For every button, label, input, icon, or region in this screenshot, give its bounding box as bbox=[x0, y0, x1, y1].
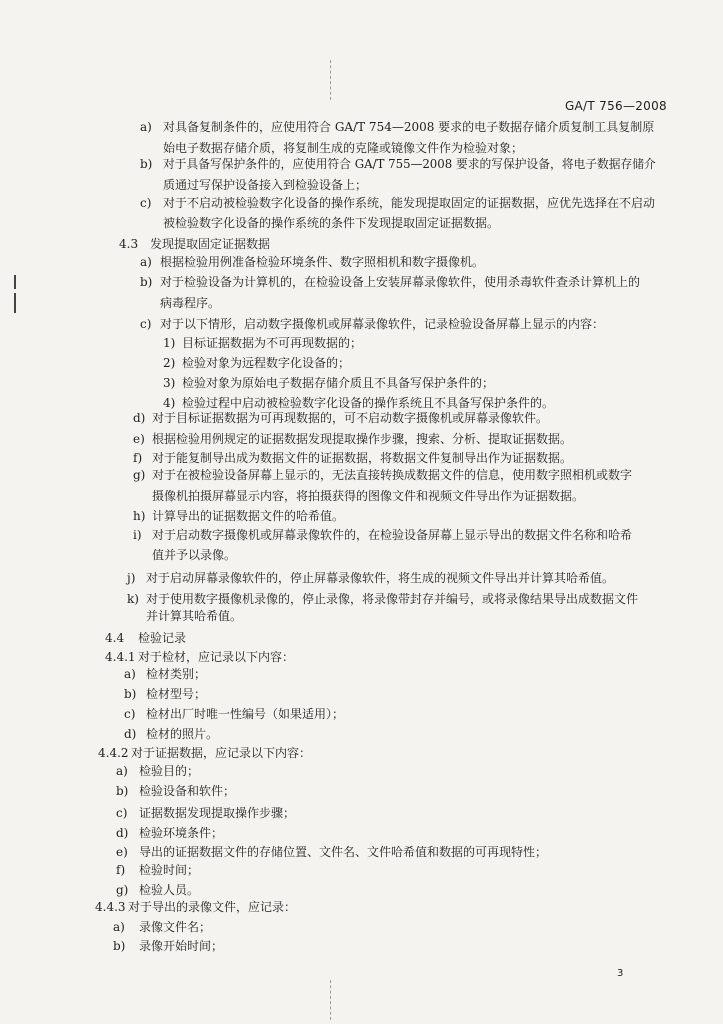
line-text: 检材出厂时唯一性编号（如果适用）； bbox=[146, 707, 345, 721]
line-text: 检验目的； bbox=[139, 764, 200, 778]
body-line bbox=[140, 120, 654, 135]
item-label: e) bbox=[133, 432, 145, 446]
item-label: 2) bbox=[163, 356, 176, 370]
line-text: 值并予以录像。 bbox=[152, 548, 237, 562]
item-label: k) bbox=[127, 592, 139, 606]
body-line bbox=[133, 432, 572, 447]
item-label: i) bbox=[133, 528, 142, 542]
line-text: 证据数据发现提取操作步骤； bbox=[139, 806, 296, 820]
item-label: b) bbox=[124, 687, 137, 701]
section-number: 4.3 bbox=[119, 237, 139, 251]
page-number: 3 bbox=[617, 968, 624, 979]
section-heading bbox=[105, 631, 186, 646]
body-line bbox=[124, 727, 218, 742]
line-text: 检验环境条件； bbox=[139, 826, 224, 840]
body-line bbox=[163, 396, 554, 411]
body-line bbox=[140, 157, 656, 172]
section-title: 发现提取固定证据数据 bbox=[150, 237, 271, 251]
body-line bbox=[163, 376, 494, 391]
body-line bbox=[140, 196, 655, 211]
section-heading bbox=[119, 237, 270, 252]
body-line bbox=[116, 863, 199, 878]
line-text: 录像开始时间； bbox=[139, 939, 224, 953]
fold-mark bbox=[330, 980, 331, 1020]
item-label: e) bbox=[116, 845, 128, 859]
line-text: 检材的照片。 bbox=[146, 727, 219, 741]
line-text: 对于检验设备为计算机的，在检验设备上安装屏幕录像软件，使用杀毒软件查杀计算机上的 bbox=[160, 275, 641, 289]
line-text: 始电子数据存储介质，将复制生成的克隆或镜像文件作为检验对象； bbox=[163, 141, 524, 155]
body-line bbox=[152, 548, 236, 563]
subsection-line bbox=[105, 650, 294, 665]
line-text: 对于启动屏幕录像软件的，停止屏幕录像软件，将生成的视频文件导出并计算其哈希值。 bbox=[146, 571, 615, 585]
item-label: a) bbox=[124, 667, 136, 681]
line-text: 检验对象为远程数字化设备的； bbox=[182, 356, 351, 370]
fold-mark bbox=[330, 60, 331, 100]
scan-edge-mark bbox=[14, 293, 16, 313]
line-text: 检验过程中启动被检验数字化设备的操作系统且不具备写保护条件的。 bbox=[182, 396, 555, 410]
line-text: 检验对象为原始电子数据存储介质且不具备写保护条件的； bbox=[182, 376, 495, 390]
line-text: 摄像机拍摄屏幕显示内容，将拍摄获得的图像文件和视频文件导出作为证据数据。 bbox=[152, 489, 585, 503]
body-line bbox=[146, 609, 242, 624]
body-line bbox=[113, 939, 223, 954]
item-label: d) bbox=[124, 727, 137, 741]
line-text: 对于具备写保护条件的，应使用符合 GA/T 755—2008 要求的写保护设备，将电子数据存储介 bbox=[163, 157, 656, 171]
item-label: j) bbox=[127, 571, 136, 585]
item-label: f) bbox=[116, 863, 126, 877]
line-text: 检验人员。 bbox=[139, 883, 200, 897]
item-label: g) bbox=[133, 468, 146, 482]
subsection-number: 4.4.3 bbox=[95, 900, 126, 914]
item-label: d) bbox=[133, 411, 146, 425]
item-label: c) bbox=[124, 707, 136, 721]
item-label: a) bbox=[113, 920, 125, 934]
item-label: d) bbox=[116, 826, 129, 840]
line-text: 目标证据数据为不可再现数据的； bbox=[182, 336, 363, 350]
item-label: b) bbox=[113, 939, 126, 953]
body-line bbox=[116, 806, 295, 821]
line-text: 检材型号； bbox=[146, 687, 207, 701]
body-line bbox=[133, 451, 572, 466]
body-line bbox=[116, 883, 199, 898]
body-line bbox=[163, 216, 499, 231]
body-line bbox=[124, 667, 206, 682]
body-line bbox=[133, 509, 344, 524]
item-label: a) bbox=[140, 255, 152, 269]
line-text: 对于使用数字摄像机录像的，停止录像，将录像带封存并编号，或将录像结果导出成数据文件 bbox=[146, 592, 639, 606]
line-text: 根据检验用例准备检验环境条件、数字照相机和数字摄像机。 bbox=[160, 255, 485, 269]
line-text: 对于能复制导出成为数据文件的证据数据，将数据文件复制导出作为证据数据。 bbox=[152, 451, 573, 465]
item-label: 1) bbox=[163, 336, 176, 350]
item-label: 3) bbox=[163, 376, 176, 390]
body-line bbox=[163, 356, 350, 371]
item-label: a) bbox=[140, 120, 152, 134]
item-label: f) bbox=[133, 451, 143, 465]
body-line bbox=[163, 141, 523, 156]
section-number: 4.4 bbox=[105, 631, 125, 645]
item-label: g) bbox=[116, 883, 129, 897]
line-text: 检验时间； bbox=[139, 863, 200, 877]
item-label: b) bbox=[140, 275, 153, 289]
line-text: 对于检材，应记录以下内容： bbox=[138, 650, 295, 664]
scan-edge-mark bbox=[14, 275, 16, 289]
item-label: 4) bbox=[163, 396, 176, 410]
line-text: 并计算其哈希值。 bbox=[146, 609, 243, 623]
body-line bbox=[116, 845, 547, 860]
item-label: a) bbox=[116, 764, 128, 778]
line-text: 计算导出的证据数据文件的哈希值。 bbox=[152, 509, 345, 523]
line-text: 对于以下情形，启动数字摄像机或屏幕录像软件，记录检验设备屏幕上显示的内容： bbox=[160, 317, 605, 331]
line-text: 检材类别； bbox=[146, 667, 207, 681]
body-line bbox=[133, 411, 548, 426]
body-line bbox=[116, 764, 199, 779]
line-text: 根据检验用例规定的证据数据发现提取操作步骤，搜索、分析、提取证据数据。 bbox=[152, 432, 573, 446]
line-text: 对具备复制条件的，应使用符合 GA/T 754—2008 要求的电子数据存储介质复制工具复制原 bbox=[163, 120, 655, 134]
body-line bbox=[160, 296, 220, 311]
subsection-line bbox=[95, 900, 296, 915]
item-label: h) bbox=[133, 509, 146, 523]
body-line bbox=[140, 275, 640, 290]
subsection-line bbox=[98, 746, 311, 761]
body-line bbox=[133, 468, 632, 483]
subsection-number: 4.4.1 bbox=[105, 650, 136, 664]
line-text: 质通过写保护设备接入到检验设备上； bbox=[163, 178, 368, 192]
line-text: 导出的证据数据文件的存储位置、文件名、文件哈希值和数据的可再现特性； bbox=[139, 845, 548, 859]
item-label: c) bbox=[140, 317, 152, 331]
section-title: 检验记录 bbox=[138, 631, 187, 645]
subsection-number: 4.4.2 bbox=[98, 746, 129, 760]
body-line bbox=[163, 336, 362, 351]
body-line bbox=[127, 592, 638, 607]
line-text: 对于导出的录像文件，应记录： bbox=[128, 900, 297, 914]
line-text: 病毒程序。 bbox=[160, 296, 221, 310]
body-line bbox=[163, 178, 367, 193]
line-text: 对于目标证据数据为可再现数据的，可不启动数字摄像机或屏幕录像软件。 bbox=[152, 411, 549, 425]
item-label: b) bbox=[140, 157, 153, 171]
line-text: 检验设备和软件； bbox=[139, 784, 236, 798]
standard-code-header: GA/T 756—2008 bbox=[564, 99, 667, 113]
line-text: 被检验数字化设备的操作系统的条件下发现提取固定证据数据。 bbox=[163, 216, 500, 230]
item-label: c) bbox=[140, 196, 152, 210]
body-line bbox=[140, 317, 604, 332]
item-label: c) bbox=[116, 806, 128, 820]
body-line bbox=[124, 707, 344, 722]
body-line bbox=[113, 920, 211, 935]
item-label: b) bbox=[116, 784, 129, 798]
line-text: 对于在被检验设备屏幕上显示的，无法直接转换成数据文件的信息，使用数字照相机或数字 bbox=[152, 468, 633, 482]
body-line bbox=[133, 528, 632, 543]
body-line bbox=[152, 489, 584, 504]
line-text: 对于不启动被检验数字化设备的操作系统，能发现提取固定的证据数据，应优先选择在不启动 bbox=[163, 196, 656, 210]
body-line bbox=[116, 826, 223, 841]
body-line bbox=[140, 255, 484, 270]
body-line bbox=[116, 784, 235, 799]
line-text: 对于证据数据，应记录以下内容： bbox=[131, 746, 312, 760]
line-text: 对于启动数字摄像机或屏幕录像软件的，在检验设备屏幕上显示导出的数据文件名称和哈希 bbox=[152, 528, 633, 542]
body-line bbox=[124, 687, 206, 702]
line-text: 录像文件名； bbox=[139, 920, 212, 934]
body-line bbox=[127, 571, 614, 586]
